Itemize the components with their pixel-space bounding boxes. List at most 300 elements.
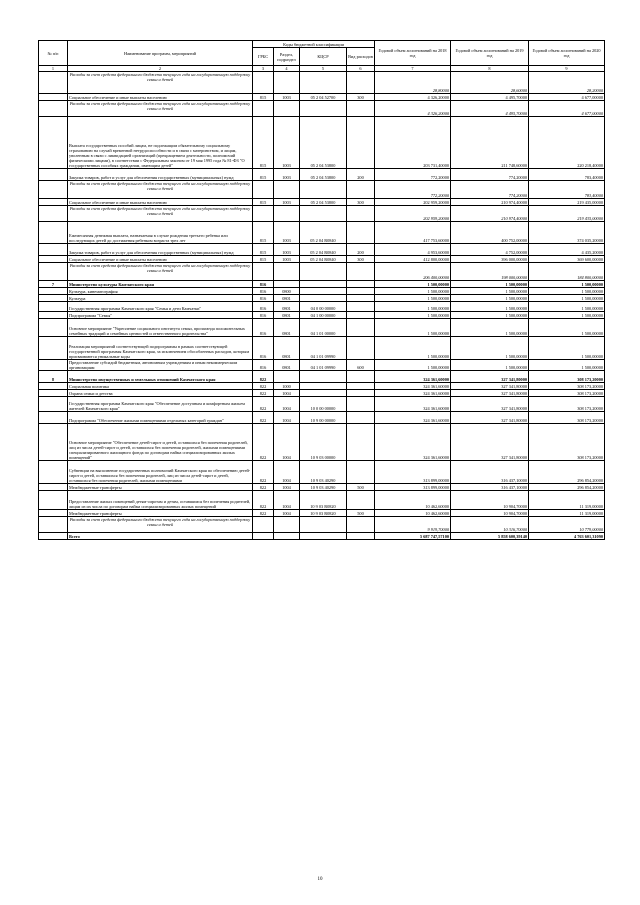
amount-2019-cell: 1 500,00000 (451, 281, 529, 288)
amount-2019-cell: 327 341,80000 (451, 371, 529, 383)
note-row (39, 263, 605, 281)
table-row (39, 510, 605, 517)
grbs-cell (253, 181, 274, 199)
index-cell: 7 (375, 66, 451, 72)
name-cell: Подпрограмма "Семья" (68, 312, 253, 319)
name-cell: Всего (68, 533, 253, 540)
razdel-cell: 1004 (274, 510, 300, 517)
razdel-cell: 0801 (274, 319, 300, 337)
budget-table (38, 40, 605, 540)
vr-cell: 300 (347, 199, 375, 206)
name-cell: Министерство культуры Камчатского края (68, 281, 253, 288)
grbs-cell: 822 (253, 491, 274, 510)
num-cell (39, 533, 68, 540)
name-cell: Расходы за счет средств федерального бюджета текущего года на государственную поддержку семьи и детей (68, 101, 253, 117)
note-row (39, 181, 605, 199)
vr-cell: 300 (347, 94, 375, 101)
amount-2019-cell: 1 500,00000 (451, 360, 529, 371)
vr-cell (347, 533, 375, 540)
amount-2018-cell: 1 500,00000 (375, 302, 451, 312)
ksr-cell: 04 1 01 09990 (300, 337, 347, 360)
index-cell: 1 (39, 66, 68, 72)
grbs-cell (253, 533, 274, 540)
table-row (39, 244, 605, 256)
amount-2018-cell: 1 500,00000 (375, 312, 451, 319)
amount-2020-cell: 1 500,00000 (529, 319, 605, 337)
razdel-cell (274, 371, 300, 383)
table-row (39, 383, 605, 390)
vr-cell (347, 288, 375, 295)
ksr-cell: 10 9 03 00000 (300, 424, 347, 461)
table-row (39, 461, 605, 484)
amount-2018-cell: 203 731,40000 (375, 117, 451, 169)
amount-2020-cell: 1 500,00000 (529, 302, 605, 312)
index-cell: 2 (68, 66, 253, 72)
grbs-cell (253, 263, 274, 281)
vr-cell: 500 (347, 510, 375, 517)
amount-2019-cell: 10 904,70000 (451, 510, 529, 517)
amount-2019-cell: 1 500,00000 (451, 302, 529, 312)
col-name-header: Наименование программ, мероприятий (68, 41, 253, 66)
amount-2020-cell: 308 173,20000 (529, 390, 605, 397)
name-cell: Ежемесячная денежная выплата, назначаемая в случае рождения третьего ребенка или последующих детей до достижения ребенком возраста трех лет (68, 222, 253, 244)
name-cell: Подпрограмма "Обеспечение жилыми помещениями отдельных категорий граждан" (68, 412, 253, 424)
note-row (39, 72, 605, 94)
num-cell: 8 (39, 371, 68, 383)
grbs-cell: 822 (253, 383, 274, 390)
razdel-cell (274, 181, 300, 199)
amount-2020-cell: 374 035,20000 (529, 222, 605, 244)
name-cell: Основное мероприятие "Обеспечение детей-сирот и детей, оставшихся без попечения родителей, лиц из числа детей-сирот и детей, оставшихся без попечения родителей, жилыми помещениями специализированного жилищного фонда по договорам найма специализированных жилых помещений" (68, 424, 253, 461)
amount-2018-cell: 324 361,60000 (375, 397, 451, 412)
ksr-cell (300, 383, 347, 390)
vr-cell (347, 312, 375, 319)
razdel-cell: 1004 (274, 424, 300, 461)
ksr-cell: 10 9 03 R0820 (300, 510, 347, 517)
table-row (39, 337, 605, 360)
name-cell: Социальное обеспечение и иные выплаты населению (68, 94, 253, 101)
col-razdel-header: Раздел, подраздел (274, 48, 300, 66)
amount-2019-cell: 4 752,00000 (451, 244, 529, 256)
name-cell: Межбюджетные трансферты (68, 510, 253, 517)
name-cell: Социальная политика (68, 383, 253, 390)
amount-2020-cell: 1 500,00000 (529, 295, 605, 302)
amount-2019-cell: 1 500,00000 (451, 337, 529, 360)
vr-cell (347, 371, 375, 383)
name-cell: Культура, кинематография (68, 288, 253, 295)
table-row (39, 281, 605, 288)
num-cell (39, 484, 68, 491)
amount-2018-cell: 206 400,00000 (375, 263, 451, 281)
num-cell (39, 295, 68, 302)
grbs-cell: 815 (253, 199, 274, 206)
amount-2020-cell: 783,40000 (529, 169, 605, 181)
razdel-cell: 1004 (274, 491, 300, 510)
budget-table-container (38, 40, 604, 540)
table-row (39, 94, 605, 101)
vr-cell: 600 (347, 360, 375, 371)
vr-cell (347, 263, 375, 281)
name-cell: Расходы за счет средств федерального бюджета текущего года на государственную поддержку семьи и детей (68, 517, 253, 533)
col-2019-header: Годовой объем ассигнований на 2019 год (451, 41, 529, 66)
vr-cell (347, 181, 375, 199)
col-ksr-header: КЦСР (300, 48, 347, 66)
num-cell (39, 263, 68, 281)
table-row (39, 222, 605, 244)
vr-cell (347, 101, 375, 117)
table-row (39, 371, 605, 383)
num-cell (39, 94, 68, 101)
amount-2018-cell: 412 800,00000 (375, 256, 451, 263)
amount-2020-cell: 4 763 601,31090 (529, 533, 605, 540)
name-cell: Основное мероприятие "Укрепление социального института семьи, пропаганда положительных семейных традиций и семейных ценностей и ответственного родительства" (68, 319, 253, 337)
name-cell: Выплата государственных пособий лицам, не подлежащим обязательному социальному страхованию на случай временной нетрудоспособности и в связи с материнством, и лицам, уволенным в связи с ликвидацией организаций (прекращением деятельности, полномочий физическими лицами), в соответствии с Федеральным законом от 19 мая 1995 года № 81-ФЗ "О государственных пособиях гражданам, имеющим детей" (68, 117, 253, 169)
razdel-cell: 0800 (274, 288, 300, 295)
ksr-cell: 05 2 04 R0840 (300, 244, 347, 256)
razdel-cell (274, 281, 300, 288)
amount-2019-cell: 1 500,00000 (451, 319, 529, 337)
amount-2020-cell: 184 800,00000 (529, 263, 605, 281)
ksr-cell: 05 2 04 R0840 (300, 222, 347, 244)
razdel-cell (274, 72, 300, 94)
amount-2019-cell: 327 341,80000 (451, 390, 529, 397)
num-cell (39, 302, 68, 312)
razdel-cell: 1000 (274, 383, 300, 390)
name-cell: Расходы за счет средств федерального бюджета текущего года на государственную поддержку семьи и детей (68, 181, 253, 199)
grbs-cell: 822 (253, 390, 274, 397)
table-row (39, 288, 605, 295)
grbs-cell: 816 (253, 319, 274, 337)
razdel-cell: 0801 (274, 312, 300, 319)
razdel-cell: 1004 (274, 390, 300, 397)
num-cell (39, 256, 68, 263)
vr-cell (347, 319, 375, 337)
name-cell: Охрана семьи и детства (68, 390, 253, 397)
num-cell (39, 199, 68, 206)
vr-cell (347, 412, 375, 424)
grbs-cell (253, 517, 274, 533)
col-2018-header: Годовой объем ассигнований на 2018 год (375, 41, 451, 66)
razdel-cell: 1004 (274, 397, 300, 412)
table-row (39, 319, 605, 337)
grbs-cell: 822 (253, 461, 274, 484)
amount-2018-cell: 324 361,60000 (375, 371, 451, 383)
amount-2020-cell: 783,40000 (529, 181, 605, 199)
table-row (39, 295, 605, 302)
grbs-cell: 816 (253, 360, 274, 371)
amount-2020-cell: 308 173,20000 (529, 397, 605, 412)
razdel-cell: 0801 (274, 360, 300, 371)
vr-cell: 200 (347, 169, 375, 181)
grbs-cell: 822 (253, 510, 274, 517)
razdel-cell (274, 517, 300, 533)
table-row (39, 491, 605, 510)
num-cell (39, 312, 68, 319)
budget-table-body (39, 72, 605, 540)
name-cell: Предоставление жилых помещений детям-сиротам и детям, оставшимся без попечения родителей, лицам из их числа по договорам найма специализированных жилых помещений (68, 491, 253, 510)
amount-2018-cell: 4 326,20000 (375, 101, 451, 117)
vr-cell (347, 390, 375, 397)
ksr-cell: 10 9 03 40290 (300, 484, 347, 491)
razdel-cell: 0801 (274, 337, 300, 360)
index-cell: 8 (451, 66, 529, 72)
name-cell: Закупка товаров, работ и услуг для обеспечения государственных (муниципальных) нужд (68, 169, 253, 181)
amount-2020-cell: 1 500,00000 (529, 281, 605, 288)
note-row (39, 206, 605, 222)
vr-cell (347, 302, 375, 312)
grbs-cell: 815 (253, 94, 274, 101)
index-cell: 6 (347, 66, 375, 72)
amount-2019-cell: 316 437,10000 (451, 461, 529, 484)
amount-2019-cell: 10 316,70000 (451, 517, 529, 533)
amount-2020-cell: 308 173,20000 (529, 412, 605, 424)
vr-cell (347, 222, 375, 244)
ksr-cell (300, 533, 347, 540)
num-cell (39, 337, 68, 360)
grbs-cell: 816 (253, 295, 274, 302)
amount-2019-cell: 5 858 600,39140 (451, 533, 529, 540)
amount-2020-cell: 1 500,00000 (529, 288, 605, 295)
amount-2020-cell: 4 677,00000 (529, 101, 605, 117)
ksr-cell (300, 288, 347, 295)
amount-2020-cell: 296 854,20000 (529, 484, 605, 491)
name-cell: Межбюджетные трансферты (68, 484, 253, 491)
amount-2020-cell: 1 500,00000 (529, 312, 605, 319)
ksr-cell (300, 390, 347, 397)
grbs-cell: 816 (253, 312, 274, 319)
amount-2019-cell: 4 495,70000 (451, 94, 529, 101)
name-cell: Предоставление субсидий бюджетным, автономным учреждениям и иным некоммерческим организациям (68, 360, 253, 371)
grbs-cell: 822 (253, 484, 274, 491)
razdel-cell: 1004 (274, 461, 300, 484)
ksr-cell: 10 9 03 R0820 (300, 491, 347, 510)
amount-2018-cell: 417 753,60000 (375, 222, 451, 244)
razdel-cell: 1003 (274, 244, 300, 256)
grbs-cell: 822 (253, 412, 274, 424)
num-cell (39, 169, 68, 181)
razdel-cell: 1003 (274, 169, 300, 181)
razdel-cell (274, 533, 300, 540)
amount-2019-cell: 1 500,00000 (451, 288, 529, 295)
amount-2019-cell: 211 748,60000 (451, 117, 529, 169)
table-row (39, 256, 605, 263)
amount-2020-cell: 219 435,00000 (529, 206, 605, 222)
amount-2020-cell: 308 173,20000 (529, 371, 605, 383)
amount-2018-cell: 1 500,00000 (375, 281, 451, 288)
amount-2018-cell: 202 959,20000 (375, 199, 451, 206)
amount-2020-cell: 220 218,40000 (529, 117, 605, 169)
vr-cell (347, 491, 375, 510)
ksr-cell (300, 371, 347, 383)
amount-2020-cell: 296 854,20000 (529, 461, 605, 484)
amount-2018-cell: 313 899,00000 (375, 461, 451, 484)
ksr-cell (300, 263, 347, 281)
razdel-cell (274, 101, 300, 117)
razdel-cell: 1003 (274, 256, 300, 263)
num-cell (39, 360, 68, 371)
ksr-cell: 04 0 00 00000 (300, 302, 347, 312)
num-cell (39, 181, 68, 199)
name-cell: Закупка товаров, работ и услуг для обеспечения государственных (муниципальных) нужд (68, 244, 253, 256)
grbs-cell: 815 (253, 244, 274, 256)
ksr-cell (300, 206, 347, 222)
table-row (39, 484, 605, 491)
amount-2018-cell: 1 500,00000 (375, 288, 451, 295)
col-num-header: № п/п (39, 41, 68, 66)
table-row (39, 412, 605, 424)
amount-2019-cell: 10 904,70000 (451, 491, 529, 510)
razdel-cell (274, 206, 300, 222)
grbs-cell: 822 (253, 424, 274, 461)
ksr-cell: 05 2 04 52700 (300, 94, 347, 101)
num-cell (39, 244, 68, 256)
amount-2018-cell: 9 919,70000 (375, 517, 451, 533)
num-cell (39, 510, 68, 517)
name-cell: Министерство имущественных и земельных отношений Камчатского края (68, 371, 253, 383)
grbs-cell (253, 206, 274, 222)
amount-2018-cell: 772,20000 (375, 169, 451, 181)
vr-cell (347, 337, 375, 360)
amount-2020-cell: 4 435,20000 (529, 244, 605, 256)
amount-2020-cell: 10 779,00000 (529, 517, 605, 533)
amount-2019-cell: 327 341,80000 (451, 424, 529, 461)
num-cell (39, 288, 68, 295)
amount-2018-cell: 324 361,60000 (375, 412, 451, 424)
grbs-cell: 822 (253, 397, 274, 412)
amount-2018-cell: 1 500,00000 (375, 337, 451, 360)
ksr-cell: 10 9 03 40290 (300, 461, 347, 484)
table-row (39, 169, 605, 181)
index-cell: 3 (253, 66, 274, 72)
grbs-cell (253, 72, 274, 94)
amount-2020-cell: 369 600,00000 (529, 256, 605, 263)
grbs-cell (253, 101, 274, 117)
table-row (39, 397, 605, 412)
amount-2019-cell: 198 000,00000 (451, 263, 529, 281)
amount-2020-cell: 4 677,00000 (529, 94, 605, 101)
amount-2018-cell: 1 500,00000 (375, 295, 451, 302)
vr-cell (347, 517, 375, 533)
name-cell: Культура (68, 295, 253, 302)
amount-2019-cell: 1 500,00000 (451, 312, 529, 319)
amount-2018-cell: 324 361,60000 (375, 383, 451, 390)
amount-2020-cell: 28,20000 (529, 72, 605, 94)
num-cell (39, 222, 68, 244)
amount-2019-cell: 210 974,40000 (451, 206, 529, 222)
amount-2020-cell: 308 173,20000 (529, 424, 605, 461)
name-cell: Социальное обеспечение и иные выплаты населению (68, 199, 253, 206)
amount-2019-cell: 1 500,00000 (451, 295, 529, 302)
ksr-cell (300, 281, 347, 288)
table-row (39, 302, 605, 312)
vr-cell: 300 (347, 256, 375, 263)
vr-cell (347, 383, 375, 390)
num-cell (39, 412, 68, 424)
amount-2020-cell: 308 173,20000 (529, 383, 605, 390)
amount-2018-cell: 1 500,00000 (375, 360, 451, 371)
amount-2019-cell: 327 341,80000 (451, 397, 529, 412)
amount-2019-cell: 4 495,70000 (451, 101, 529, 117)
table-row (39, 360, 605, 371)
table-row (39, 533, 605, 540)
amount-2020-cell: 219 435,00000 (529, 199, 605, 206)
vr-cell (347, 72, 375, 94)
razdel-cell: 0801 (274, 302, 300, 312)
name-cell: Расходы за счет средств федерального бюджета текущего года на государственную поддержку семьи и детей (68, 206, 253, 222)
grbs-cell: 815 (253, 117, 274, 169)
amount-2018-cell: 313 899,00000 (375, 484, 451, 491)
amount-2019-cell: 327 341,80000 (451, 412, 529, 424)
vr-cell (347, 281, 375, 288)
vr-cell (347, 295, 375, 302)
vr-cell (347, 117, 375, 169)
index-cell: 5 (300, 66, 347, 72)
grbs-cell: 815 (253, 222, 274, 244)
num-cell (39, 72, 68, 94)
razdel-cell: 0801 (274, 295, 300, 302)
grbs-cell: 815 (253, 256, 274, 263)
col-vr-header: Вид расходов (347, 48, 375, 66)
ksr-cell (300, 517, 347, 533)
razdel-cell (274, 263, 300, 281)
amount-2019-cell: 400 752,00000 (451, 222, 529, 244)
note-row (39, 101, 605, 117)
col-grbs-header: ГРБС (253, 48, 274, 66)
table-row (39, 424, 605, 461)
index-cell: 9 (529, 66, 605, 72)
amount-2019-cell: 774,20000 (451, 169, 529, 181)
ksr-cell: 04 1 01 09990 (300, 360, 347, 371)
grbs-cell: 816 (253, 337, 274, 360)
ksr-cell (300, 181, 347, 199)
amount-2020-cell: 11 319,00000 (529, 491, 605, 510)
ksr-cell: 10 0 00 00000 (300, 397, 347, 412)
grbs-cell: 822 (253, 371, 274, 383)
num-cell (39, 383, 68, 390)
amount-2019-cell: 396 000,00000 (451, 256, 529, 263)
razdel-cell: 1003 (274, 94, 300, 101)
razdel-cell: 1003 (274, 117, 300, 169)
table-row (39, 312, 605, 319)
ksr-cell: 05 2 04 R0840 (300, 256, 347, 263)
num-cell (39, 117, 68, 169)
grbs-cell: 816 (253, 281, 274, 288)
amount-2018-cell: 5 687 747,57100 (375, 533, 451, 540)
ksr-cell: 04 1 00 00000 (300, 312, 347, 319)
amount-2018-cell: 202 959,20000 (375, 206, 451, 222)
amount-2018-cell: 772,20000 (375, 181, 451, 199)
amount-2019-cell: 210 974,40000 (451, 199, 529, 206)
vr-cell (347, 461, 375, 484)
ksr-cell: 05 2 04 53800 (300, 169, 347, 181)
num-cell (39, 491, 68, 510)
vr-cell (347, 397, 375, 412)
name-cell: Государственная программа Камчатского края "Обеспечение доступным и комфортным жильем жителей Камчатского края" (68, 397, 253, 412)
ksr-cell (300, 295, 347, 302)
amount-2018-cell: 10 462,60000 (375, 510, 451, 517)
ksr-cell: 10 9 00 00000 (300, 412, 347, 424)
name-cell: Расходы за счет средств федерального бюджета текущего года на государственную поддержку семьи и детей (68, 263, 253, 281)
ksr-cell: 04 1 01 00000 (300, 319, 347, 337)
note-row (39, 517, 605, 533)
grbs-cell: 815 (253, 169, 274, 181)
razdel-cell: 1003 (274, 222, 300, 244)
amount-2019-cell: 28,60000 (451, 72, 529, 94)
amount-2018-cell: 4 326,20000 (375, 94, 451, 101)
index-cell: 4 (274, 66, 300, 72)
amount-2018-cell: 324 361,60000 (375, 390, 451, 397)
name-cell: Субвенции на выполнение государственных полномочий Камчатского края по обеспечению детей-сирот и детей, оставшихся без попечения родителей, лиц из числа детей-сирот и детей, оставшихся без попечения родителей, жилыми помещениями (68, 461, 253, 484)
